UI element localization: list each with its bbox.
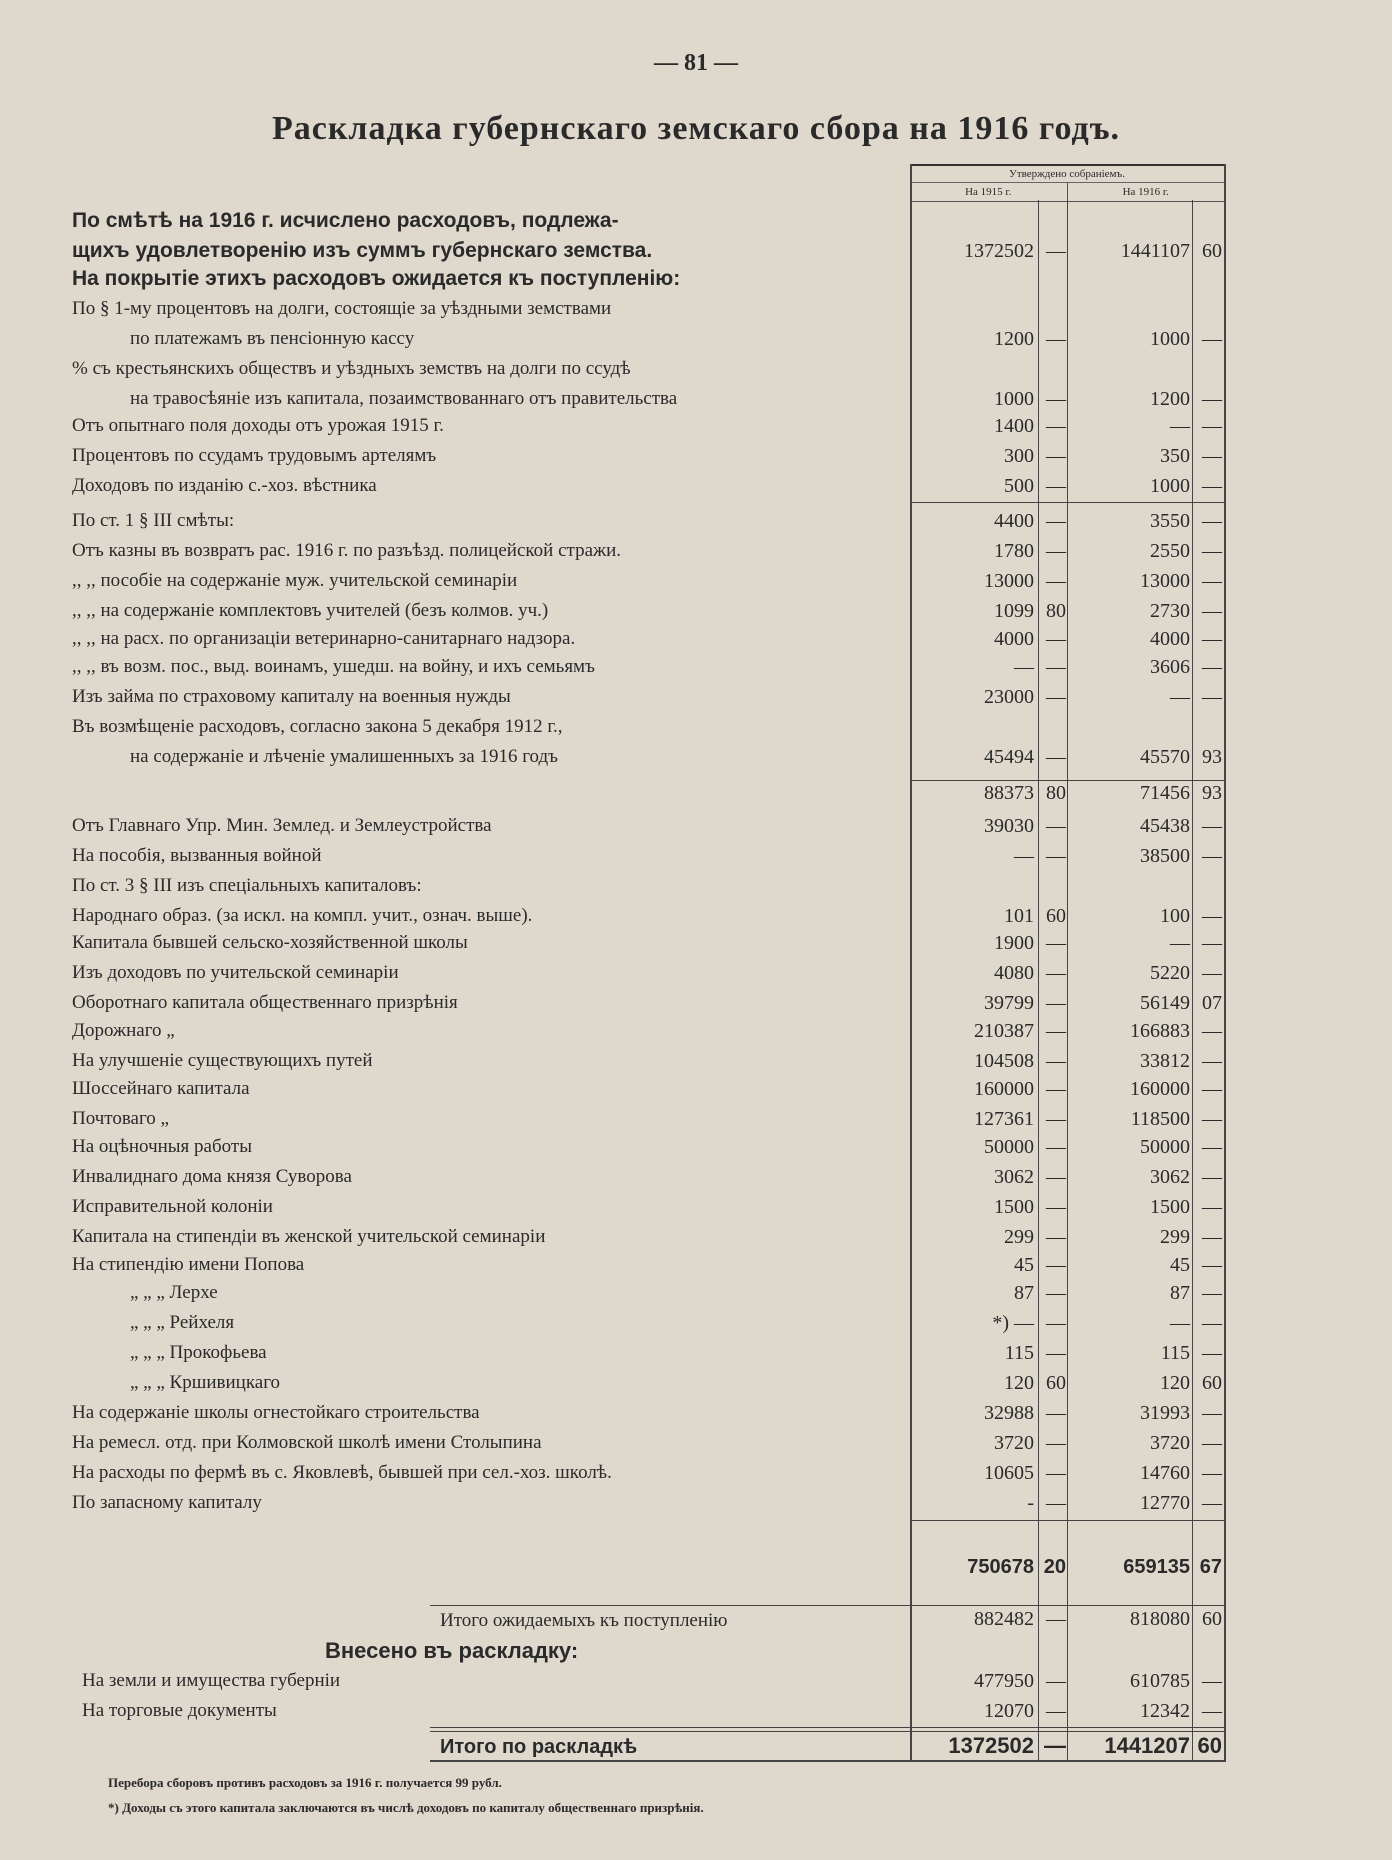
row-value-1916: 1000 — [1150, 328, 1190, 350]
raskladka-label: На земли и имущества губерніи — [82, 1670, 341, 1691]
row-value-1916: 13000 — [1140, 570, 1190, 592]
row-label: На расходы по фермѣ въ с. Яковлевѣ, бывшей при сел.-хоз. школѣ. — [72, 1462, 612, 1483]
row-value-1916: 33812 — [1140, 1050, 1190, 1072]
row-kop-1916: — — [1202, 1226, 1222, 1248]
row-kop-1916: — — [1202, 1282, 1222, 1304]
row-value-1915: 1400 — [994, 415, 1034, 437]
row-kop-1915: — — [1046, 1108, 1066, 1130]
row-label: Капитала бывшей сельско-хозяйственной школы — [72, 932, 468, 953]
row-value-1916: 299 — [1160, 1226, 1190, 1248]
row-kop-1915: — — [1046, 1020, 1066, 1042]
row-kop-1915: — — [1046, 1078, 1066, 1100]
row-kop-1916: — — [1202, 1342, 1222, 1364]
row-kop-1916: — — [1202, 932, 1222, 954]
row-kop-1916: 60 — [1202, 240, 1222, 262]
row-label: „ „ „ Прокофьева — [130, 1342, 267, 1363]
row-value-1916: 5220 — [1150, 962, 1190, 984]
expected-total-1916-kop: 60 — [1202, 1608, 1222, 1630]
row-value-1915: *) — — [992, 1312, 1034, 1334]
subtotal-1915-kop: 20 — [1043, 1556, 1066, 1578]
row-kop-1916: — — [1202, 905, 1222, 927]
row-value-1915: 127361 — [974, 1108, 1034, 1130]
row-value-1915: 13000 — [984, 570, 1034, 592]
row-kop-1915: — — [1046, 1166, 1066, 1188]
row-value-1916: 166883 — [1130, 1020, 1190, 1042]
row-value-1915: 1099 — [994, 600, 1034, 622]
expected-total-1916: 818080 — [1130, 1608, 1190, 1630]
table-header-group: Утверждено собраніемъ. — [910, 166, 1224, 183]
total-rule-bottom — [430, 1760, 1226, 1762]
row-value-1916: 3606 — [1150, 656, 1190, 678]
row-kop-1915: — — [1046, 686, 1066, 708]
row-label: ,, ,, на расх. по организаціи ветеринарно-санитарнаго надзора. — [72, 628, 576, 649]
section-rule-4 — [430, 1605, 1226, 1606]
raskladka-heading: Внесено въ раскладку: — [325, 1638, 579, 1663]
row-kop-1916: — — [1202, 1020, 1222, 1042]
row-value-1916: 118500 — [1130, 1108, 1190, 1130]
row-label: Почтоваго „ — [72, 1108, 169, 1129]
row-value-1916: 1200 — [1150, 388, 1190, 410]
row-value-1916: 45 — [1170, 1254, 1190, 1276]
row-label: Исправительной колоніи — [72, 1196, 273, 1217]
row-value-1916: 4000 — [1150, 628, 1190, 650]
raskladka-value-1916: 12342 — [1140, 1700, 1190, 1722]
row-value-1915: - — [1027, 1492, 1034, 1514]
row-kop-1916: — — [1202, 445, 1222, 467]
row-label: Отъ казны въ возвратъ рас. 1916 г. по разъѣзд. полицейской стражи. — [72, 540, 622, 561]
row-kop-1915: — — [1046, 628, 1066, 650]
row-kop-1915: — — [1046, 845, 1066, 867]
row-kop-1916: — — [1202, 475, 1222, 497]
row-value-1916: 12770 — [1140, 1492, 1190, 1514]
row-kop-1916: — — [1202, 1432, 1222, 1454]
row-kop-1915: — — [1046, 328, 1066, 350]
column-header-1916: На 1916 г. — [1122, 186, 1169, 198]
row-value-1916: 45570 — [1140, 746, 1190, 768]
row-kop-1916: — — [1202, 1196, 1222, 1218]
row-kop-1916: — — [1202, 628, 1222, 650]
row-kop-1916: — — [1202, 415, 1222, 437]
row-value-1915: 299 — [1004, 1226, 1034, 1248]
row-label: „ „ „ Кршивицкаго — [130, 1372, 281, 1393]
row-kop-1916: — — [1202, 570, 1222, 592]
row-value-1915: 210387 — [974, 1020, 1034, 1042]
row-label: Отъ Главнаго Упр. Мин. Землед. и Землеустройства — [72, 815, 492, 836]
row-kop-1915: 60 — [1046, 1372, 1066, 1394]
row-value-1915: 4080 — [994, 962, 1034, 984]
row-value-1915: 1200 — [994, 328, 1034, 350]
row-value-1916: 1000 — [1150, 475, 1190, 497]
table-header — [910, 164, 1224, 202]
row-label: ,, ,, въ возм. пос., выд. воинамъ, ушедш. на войну, и ихъ семьямъ — [72, 656, 595, 677]
row-kop-1915: — — [1046, 1282, 1066, 1304]
row-value-1915: 4400 — [994, 510, 1034, 532]
row-kop-1915: — — [1046, 510, 1066, 532]
row-kop-1916: — — [1202, 1108, 1222, 1130]
row-kop-1916: — — [1202, 388, 1222, 410]
table-col-divider — [1067, 200, 1068, 1760]
row-label: Капитала на стипендіи въ женской учительской семинаріи — [72, 1226, 546, 1247]
row-value-1916: 120 — [1160, 1372, 1190, 1394]
row-label: По запасному капиталу — [72, 1492, 262, 1513]
row-label: Инвалиднаго дома князя Суворова — [72, 1166, 352, 1187]
row-kop-1915: — — [1046, 1136, 1066, 1158]
row-label: ,, ,, на содержаніе комплектовъ учителей (безъ колмов. уч.) — [72, 600, 549, 621]
row-kop-1916: — — [1202, 1402, 1222, 1424]
row-label: Отъ опытнаго поля доходы отъ урожая 1915 г. — [72, 415, 444, 436]
row-label: на травосѣяніе изъ капитала, позаимствованнаго отъ правительства — [130, 388, 678, 409]
row-value-1916: 71456 — [1140, 782, 1190, 804]
row-value-1916: 14760 — [1140, 1462, 1190, 1484]
row-kop-1915: 60 — [1046, 905, 1066, 927]
row-value-1915: 45 — [1014, 1254, 1034, 1276]
row-kop-1915: — — [1046, 240, 1066, 262]
row-kop-1915: — — [1046, 415, 1066, 437]
row-kop-1916: — — [1202, 1136, 1222, 1158]
row-label: „ „ „ Рейхеля — [130, 1312, 235, 1333]
row-value-1915: 115 — [1004, 1342, 1034, 1364]
row-label: По ст. 3 § III изъ спеціальныхъ капиталовъ: — [72, 875, 422, 896]
footnote-surplus: Перебора сборовъ противъ расходовъ за 1916 г. получается 99 рубл. — [108, 1775, 502, 1790]
raskladka-value-1916: 610785 — [1130, 1670, 1190, 1692]
expected-total-label: Итого ожидаемыхъ къ поступленію — [440, 1610, 728, 1631]
row-label: Въ возмѣщеніе расходовъ, согласно закона 5 декабря 1912 г., — [72, 716, 563, 737]
row-value-1916: 1500 — [1150, 1196, 1190, 1218]
grand-total-1915: 1372502 — [948, 1733, 1034, 1758]
row-label: На стипендію имени Попова — [72, 1254, 305, 1275]
row-kop-1915: — — [1046, 1402, 1066, 1424]
row-kop-1916: — — [1202, 962, 1222, 984]
row-value-1915: 88373 — [984, 782, 1034, 804]
row-label: % съ крестьянскихъ обществъ и уѣздныхъ земствъ на долги по ссудѣ — [72, 358, 631, 379]
row-kop-1915: — — [1046, 1196, 1066, 1218]
row-label: Шоссейнаго капитала — [72, 1078, 250, 1099]
expected-total-1915-kop: — — [1046, 1608, 1066, 1630]
row-kop-1916: — — [1202, 1166, 1222, 1188]
raskladka-value-1915: 12070 — [984, 1700, 1034, 1722]
section-rule-2 — [910, 780, 1226, 781]
row-value-1916: 3062 — [1150, 1166, 1190, 1188]
row-kop-1915: — — [1046, 1492, 1066, 1514]
row-label: по платежамъ въ пенсіонную кассу — [130, 328, 415, 349]
row-kop-1915: — — [1046, 388, 1066, 410]
row-value-1915: 32988 — [984, 1402, 1034, 1424]
row-value-1916: — — [1170, 932, 1190, 954]
row-value-1915: — — [1014, 656, 1034, 678]
row-value-1915: 1000 — [994, 388, 1034, 410]
expected-total-1915: 882482 — [974, 1608, 1034, 1630]
row-label: На покрытіе этихъ расходовъ ожидается къ поступленію: — [72, 267, 681, 290]
row-value-1916: 160000 — [1130, 1078, 1190, 1100]
row-kop-1916: 93 — [1202, 782, 1222, 804]
row-value-1915: 1780 — [994, 540, 1034, 562]
row-kop-1916: — — [1202, 1462, 1222, 1484]
row-kop-1915: — — [1046, 1432, 1066, 1454]
row-value-1916: — — [1170, 686, 1190, 708]
grand-total-1915-kop: — — [1044, 1733, 1066, 1758]
row-value-1916: 2550 — [1150, 540, 1190, 562]
section-rule-1 — [910, 502, 1226, 503]
grand-total-1916-kop: 60 — [1197, 1733, 1222, 1758]
subtotal-1916: 659135 — [1123, 1556, 1190, 1578]
section-rule-3 — [910, 1520, 1226, 1521]
row-kop-1916: — — [1202, 1078, 1222, 1100]
row-value-1915: 104508 — [974, 1050, 1034, 1072]
row-value-1916: 50000 — [1140, 1136, 1190, 1158]
row-kop-1916: — — [1202, 845, 1222, 867]
grand-total-label: Итого по раскладкѣ — [440, 1736, 638, 1758]
total-rule-double-2 — [430, 1731, 1226, 1732]
raskladka-kop-1916: — — [1202, 1700, 1222, 1722]
row-kop-1915: — — [1046, 932, 1066, 954]
subtotal-1915: 750678 — [967, 1556, 1034, 1578]
row-value-1915: — — [1014, 845, 1034, 867]
row-value-1915: 50000 — [984, 1136, 1034, 1158]
row-value-1915: 39799 — [984, 992, 1034, 1014]
row-value-1916: — — [1170, 415, 1190, 437]
row-kop-1915: — — [1046, 570, 1066, 592]
footnote-asterisk: *) Доходы съ этого капитала заключаются въ числѣ доходовъ по капиталу общественнаго призрѣнія. — [108, 1800, 704, 1815]
row-kop-1916: — — [1202, 1050, 1222, 1072]
row-kop-1916: 93 — [1202, 746, 1222, 768]
row-value-1916: 3550 — [1150, 510, 1190, 532]
row-kop-1915: — — [1046, 1342, 1066, 1364]
row-label: Изъ доходовъ по учительской семинаріи — [72, 962, 399, 983]
raskladka-kop-1916: — — [1202, 1670, 1222, 1692]
row-value-1915: 1500 — [994, 1196, 1034, 1218]
row-kop-1915: — — [1046, 1254, 1066, 1276]
row-value-1916: — — [1170, 1312, 1190, 1334]
row-kop-1916: 60 — [1202, 1372, 1222, 1394]
row-kop-1915: — — [1046, 992, 1066, 1014]
row-value-1916: 87 — [1170, 1282, 1190, 1304]
row-kop-1915: — — [1046, 656, 1066, 678]
row-kop-1916: — — [1202, 510, 1222, 532]
row-label: На пособія, вызванныя войной — [72, 845, 322, 866]
row-value-1915: 3062 — [994, 1166, 1034, 1188]
row-value-1916: 3720 — [1150, 1432, 1190, 1454]
row-kop-1916: — — [1202, 600, 1222, 622]
row-kop-1915: — — [1046, 815, 1066, 837]
row-kop-1916: — — [1202, 328, 1222, 350]
row-kop-1916: — — [1202, 656, 1222, 678]
row-label: на содержаніе и лѣченіе умалишенныхъ за 1916 годъ — [130, 746, 558, 767]
row-value-1915: 1372502 — [964, 240, 1034, 262]
page-title: Раскладка губернскаго земскаго сбора на 1916 годъ. — [271, 110, 1121, 147]
row-label: Народнаго образ. (за искл. на компл. учит., означ. выше). — [72, 905, 533, 926]
row-label: Изъ займа по страховому капиталу на военныя нужды — [72, 686, 511, 707]
row-value-1915: 120 — [1004, 1372, 1034, 1394]
row-value-1916: 115 — [1160, 1342, 1190, 1364]
row-kop-1915: — — [1046, 746, 1066, 768]
row-label: По смѣтѣ на 1916 г. исчислено расходовъ, подлежа- — [72, 209, 619, 232]
row-label: По § 1-му процентовъ на долги, состоящіе за уѣздными земствами — [72, 298, 612, 319]
row-label: Дорожнаго „ — [72, 1020, 175, 1041]
row-value-1916: 1441107 — [1120, 240, 1190, 262]
row-kop-1916: — — [1202, 815, 1222, 837]
row-value-1915: 45494 — [984, 746, 1034, 768]
row-label: щихъ удовлетворенію изъ суммъ губернскаго земства. — [72, 239, 653, 262]
row-value-1916: 56149 — [1140, 992, 1190, 1014]
row-value-1915: 101 — [1004, 905, 1034, 927]
row-label: Доходовъ по изданію с.-хоз. вѣстника — [72, 475, 377, 496]
table-kop-divider-1916 — [1192, 200, 1193, 1760]
row-value-1916: 2730 — [1150, 600, 1190, 622]
raskladka-kop-1915: — — [1046, 1670, 1066, 1692]
row-kop-1915: — — [1046, 962, 1066, 984]
grand-total-1916: 1441207 — [1104, 1733, 1190, 1758]
row-label: На ремесл. отд. при Колмовской школѣ имени Столыпина — [72, 1432, 542, 1453]
row-kop-1916: 07 — [1202, 992, 1222, 1014]
row-label: „ „ „ Лерхе — [130, 1282, 218, 1303]
row-kop-1915: 80 — [1046, 782, 1066, 804]
row-kop-1915: — — [1046, 540, 1066, 562]
raskladka-label: На торговые документы — [82, 1700, 277, 1721]
row-kop-1915: — — [1046, 1462, 1066, 1484]
raskladka-value-1915: 477950 — [974, 1670, 1034, 1692]
row-value-1915: 23000 — [984, 686, 1034, 708]
row-value-1915: 3720 — [994, 1432, 1034, 1454]
row-value-1915: 160000 — [974, 1078, 1034, 1100]
row-value-1916: 45438 — [1140, 815, 1190, 837]
row-value-1915: 4000 — [994, 628, 1034, 650]
row-kop-1916: — — [1202, 686, 1222, 708]
raskladka-kop-1915: — — [1046, 1700, 1066, 1722]
row-value-1916: 31993 — [1140, 1402, 1190, 1424]
row-kop-1916: — — [1202, 1254, 1222, 1276]
row-value-1916: 100 — [1160, 905, 1190, 927]
subtotal-1916-kop: 67 — [1199, 1556, 1222, 1578]
row-kop-1915: — — [1046, 445, 1066, 467]
column-header-1915: На 1915 г. — [910, 183, 1068, 201]
total-rule-double-1 — [430, 1727, 1226, 1728]
row-kop-1916: — — [1202, 1492, 1222, 1514]
row-label: По ст. 1 § III смѣты: — [72, 510, 235, 531]
row-value-1915: 300 — [1004, 445, 1034, 467]
page-number: — 81 — — [654, 50, 738, 76]
table-kop-divider-1915 — [1038, 200, 1039, 1760]
row-label: ,, ,, пособіе на содержаніе муж. учительской семинаріи — [72, 570, 518, 591]
row-kop-1916: — — [1202, 540, 1222, 562]
row-label: На оцѣночныя работы — [72, 1136, 252, 1157]
row-kop-1916: — — [1202, 1312, 1222, 1334]
row-label: На улучшеніе существующихъ путей — [72, 1050, 373, 1071]
row-kop-1915: — — [1046, 1312, 1066, 1334]
row-value-1915: 39030 — [984, 815, 1034, 837]
row-kop-1915: — — [1046, 1050, 1066, 1072]
row-value-1915: 10605 — [984, 1462, 1034, 1484]
row-label: На содержаніе школы огнестойкаго строительства — [72, 1402, 480, 1423]
row-kop-1915: 80 — [1046, 600, 1066, 622]
row-label: Оборотнаго капитала общественнаго призрѣнія — [72, 992, 458, 1013]
row-value-1915: 500 — [1004, 475, 1034, 497]
row-value-1915: 1900 — [994, 932, 1034, 954]
row-value-1916: 38500 — [1140, 845, 1190, 867]
row-label: Процентовъ по ссудамъ трудовымъ артелямъ — [72, 445, 437, 466]
row-value-1915: 87 — [1014, 1282, 1034, 1304]
row-kop-1915: — — [1046, 1226, 1066, 1248]
row-value-1916: 350 — [1160, 445, 1190, 467]
row-kop-1915: — — [1046, 475, 1066, 497]
